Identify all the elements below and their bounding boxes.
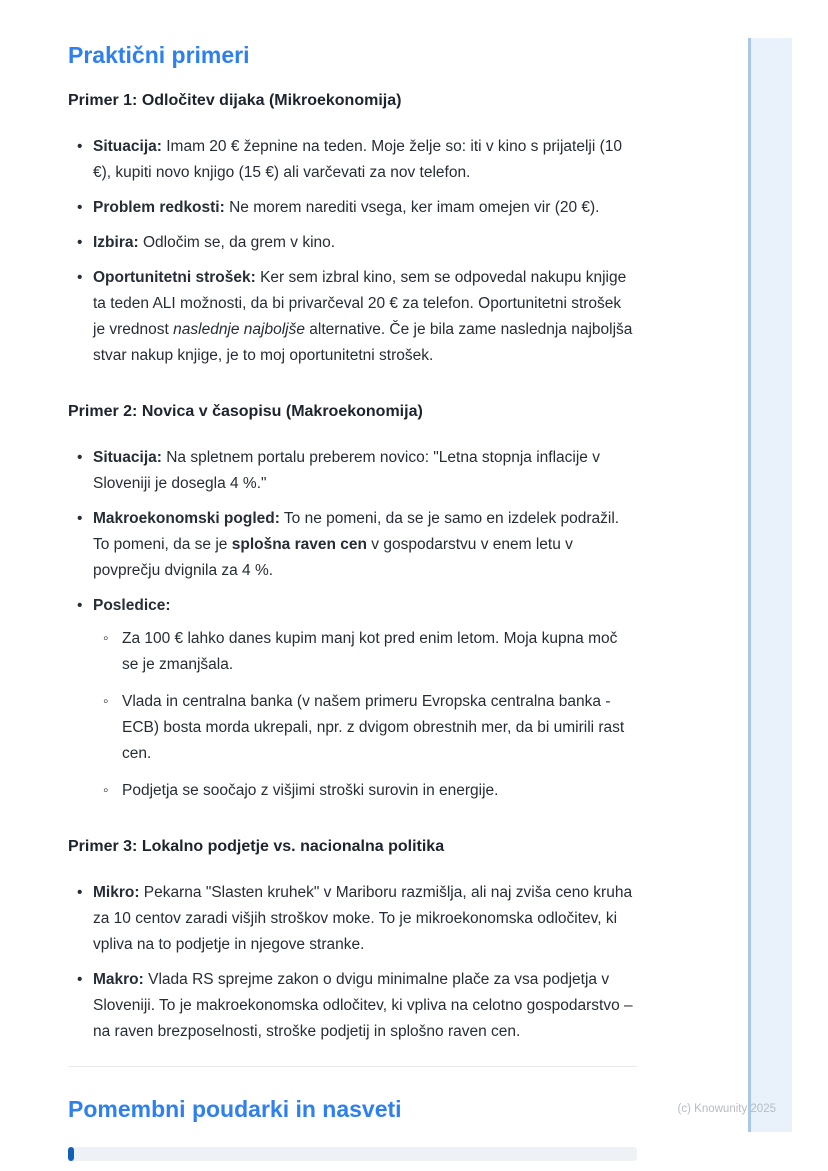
section-heading-primer2: Primer 2: Novica v časopisu (Makroekonomija) xyxy=(68,403,423,420)
item-text: alternative. Če je bila zame naslednja najboljša stvar nakup knjige, je to moj oportunitetni strošek. xyxy=(93,321,633,364)
primer2-list xyxy=(68,445,637,804)
document-content xyxy=(68,0,637,1161)
list-item xyxy=(68,880,637,958)
item-text: Imam 20 € žepnine na teden. Moje želje so: iti v kino s prijatelji (10 €), kupiti novo knjigo (15 €) ali varčevati za nov telefon. xyxy=(93,138,622,181)
item-label: Makroekonomski pogled: xyxy=(93,510,280,527)
list-item xyxy=(68,967,637,1045)
primer3-list xyxy=(68,880,637,1045)
section-heading-primer3: Primer 3: Lokalno podjetje vs. nacionalna politika xyxy=(68,838,445,855)
item-label: Situacija: xyxy=(93,449,162,466)
item-label: Mikro: xyxy=(93,884,140,901)
copyright-footer: (c) Knowunity 2025 xyxy=(677,1103,776,1115)
section-divider xyxy=(68,1066,637,1067)
list-item xyxy=(68,445,637,497)
item-text: To ne pomeni, da se je samo en izdelek podražil. To pomeni, da se je xyxy=(93,510,620,553)
list-item xyxy=(68,593,637,804)
item-text: Odločim se, da grem v kino. xyxy=(138,234,336,251)
item-text: Pekarna "Slasten kruhek" v Mariboru razmišlja, ali naj zviša ceno kruha za 10 centov zaradi višjih stroškov moke. To je mikroekonomska odločitev, ki vpliva na to podjetje in njegove stranke. xyxy=(93,884,633,953)
page-title-poudarki: Pomembni poudarki in nasveti xyxy=(68,1096,402,1122)
list-item xyxy=(68,195,637,221)
item-label: Oportunitetni strošek: xyxy=(93,269,256,286)
primer1-list xyxy=(68,134,637,369)
item-text: Ne morem narediti vsega, ker imam omejen vir (20 €). xyxy=(224,199,600,216)
sublist-item: ◦ Podjetja se soočajo z višjimi stroški surovin in energije. xyxy=(97,778,637,804)
list-item xyxy=(68,134,637,186)
list-item xyxy=(68,265,637,369)
item-text: Ker sem izbral kino, sem se odpovedal nakupu knjige ta teden ALI možnosti, da bi privarčeval 20 € za telefon. Oportunitetni strošek je vrednost xyxy=(93,269,627,338)
sublist-item: ◦ Vlada in centralna banka (v našem primeru Evropska centralna banka - ECB) bosta morda ukrepali, npr. z dvigom obrestnih mer, da bi umirili rast cen. xyxy=(97,689,637,767)
item-text: v gospodarstvu v enem letu v povprečju dvignila za 4 %. xyxy=(93,536,573,579)
list-item xyxy=(68,506,637,584)
item-label: Izbira: xyxy=(93,234,139,251)
item-text: Vlada RS sprejme zakon o dvigu minimalne plače za vsa podjetja v Sloveniji. To je makroekonomska odločitev, ki vpliva na celotno gospodarstvo – na raven brezposelnosti, stroške podjetij in splošno raven cen. xyxy=(93,971,633,1040)
right-margin-bar xyxy=(748,38,792,1132)
item-text: Na spletnem portalu preberem novico: "Letna stopnja inflacije v Sloveniji je dosegla 4 %." xyxy=(93,449,600,492)
list-item xyxy=(68,230,637,256)
item-label: Makro: xyxy=(93,971,144,988)
callout-accent-bar xyxy=(68,1147,74,1161)
item-text-bold: splošna raven cen xyxy=(231,536,367,553)
page-title: Praktični primeri xyxy=(68,42,250,68)
sublist-item: ◦ Za 100 € lahko danes kupim manj kot pred enim letom. Moja kupna moč se je zmanjšala. xyxy=(97,626,637,678)
item-label: Posledice: xyxy=(93,597,171,614)
item-label: Problem redkosti: xyxy=(93,199,225,216)
item-label: Situacija: xyxy=(93,138,162,155)
section-heading-primer1: Primer 1: Odločitev dijaka (Mikroekonomija) xyxy=(68,92,402,109)
posledice-sublist xyxy=(93,626,637,804)
item-text-italic: naslednje najboljše xyxy=(173,321,305,338)
callout-box-cutoff xyxy=(68,1147,637,1161)
